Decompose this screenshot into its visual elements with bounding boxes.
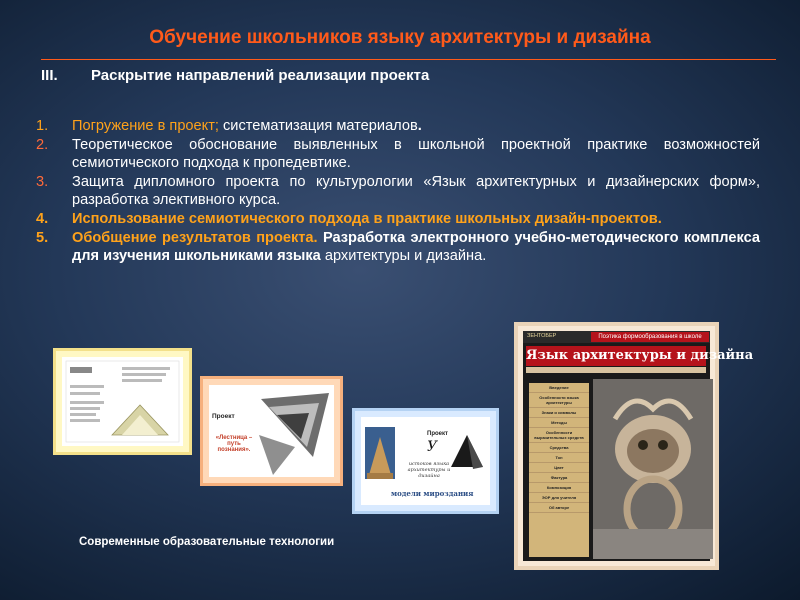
thumbnail-menu-item: Особенности выразительных средств (529, 428, 589, 443)
thumbnail-menu-items (529, 383, 589, 513)
list-item-text: Защита дипломного проекта по культурологии «Язык архитектурных и дизайнерских форм», разработка элективного курса. (72, 173, 760, 209)
list-item-bold-text: Разработка электронного учебно-методического комплекса для изучения школьниками языка (72, 229, 760, 265)
thumbnail-2-artwork (209, 385, 334, 477)
thumbnail-strip (526, 367, 706, 373)
section-number: III. (41, 67, 58, 84)
section-heading (41, 67, 429, 84)
list-number: 5. (36, 229, 49, 246)
thumbnail-label: Проект (212, 413, 235, 420)
thumbnail-menu-item: Композиция (529, 483, 589, 493)
thumbnail-1-artwork (62, 357, 183, 446)
list-number: 1. (36, 118, 49, 134)
thumbnail-menu-item: Цвет (529, 463, 589, 473)
thumbnail-project-2 (200, 376, 343, 486)
list-item (36, 136, 760, 173)
thumbnail-title: Язык архитектуры и дизайна (526, 346, 706, 366)
thumbnail-project-3 (352, 408, 499, 514)
thumbnail-menu-item: Методы (529, 418, 589, 428)
list-item-highlight: Обобщение результатов проекта. (72, 229, 318, 246)
thumbnail-menu-item: Средства (529, 443, 589, 453)
title-underline (41, 59, 776, 60)
list-number: 2. (36, 136, 49, 153)
thumbnail-4-artwork (593, 379, 713, 559)
thumbnail-menu-item: Особенности языка архитектуры (529, 393, 589, 408)
thumbnail-subtitle: истоков языка архитектуры и дизайна (407, 461, 451, 479)
thumbnail-header: Поэтика формообразования в школе (591, 332, 709, 342)
list-item (36, 117, 760, 136)
list-item-period: . (417, 118, 422, 134)
list-item (36, 173, 760, 210)
list-number: 3. (36, 173, 49, 190)
slide-title: Обучение школьников языку архитектуры и дизайна (149, 27, 651, 48)
thumbnail-logo: ЗЕНТОБЕР (527, 333, 557, 339)
thumbnail-quote: «Лестница – путь познания». (215, 435, 253, 453)
thumbnail-menu-item: Введение (529, 383, 589, 393)
list-item-highlight: Погружение в проект; (72, 118, 219, 134)
thumbnail-bottom-text: модели мироздания (391, 489, 474, 498)
list-item-text: архитектуры и дизайна. (320, 248, 487, 265)
thumbnail-project-1 (53, 348, 192, 455)
thumbnail-menu-item: Фактура (529, 473, 589, 483)
thumbnail-menu-item: Тон (529, 453, 589, 463)
section-title: Раскрытие направлений реализации проекта (91, 67, 430, 84)
project-steps-list (36, 117, 760, 266)
thumbnail-page (62, 357, 183, 446)
slide-caption: Современные образовательные технологии (79, 536, 335, 548)
list-item-text: Использование семиотического подхода в практике школьных дизайн-проектов. (72, 210, 662, 227)
list-item (36, 229, 760, 266)
list-item-text: Теоретическое обоснование выявленных в школьной проектной практике возможностей семиотического подхода к пропедевтике. (72, 136, 760, 172)
thumbnail-menu-item: Об авторе (529, 503, 589, 513)
list-item (36, 210, 760, 229)
thumbnail-page (209, 385, 334, 477)
thumbnail-letter: У (427, 439, 438, 455)
thumbnail-page (361, 417, 490, 505)
thumbnail-page (523, 331, 754, 561)
thumbnail-menu-item: ЭОР для учителя (529, 493, 589, 503)
list-item-text: систематизация материалов (218, 118, 418, 134)
thumbnail-menu (529, 383, 589, 557)
thumbnail-menu-item: Знаки и символы (529, 408, 589, 418)
list-number: 4. (36, 210, 49, 227)
thumbnail-label: Проект (427, 431, 448, 437)
thumbnail-ecomplex (514, 322, 754, 570)
